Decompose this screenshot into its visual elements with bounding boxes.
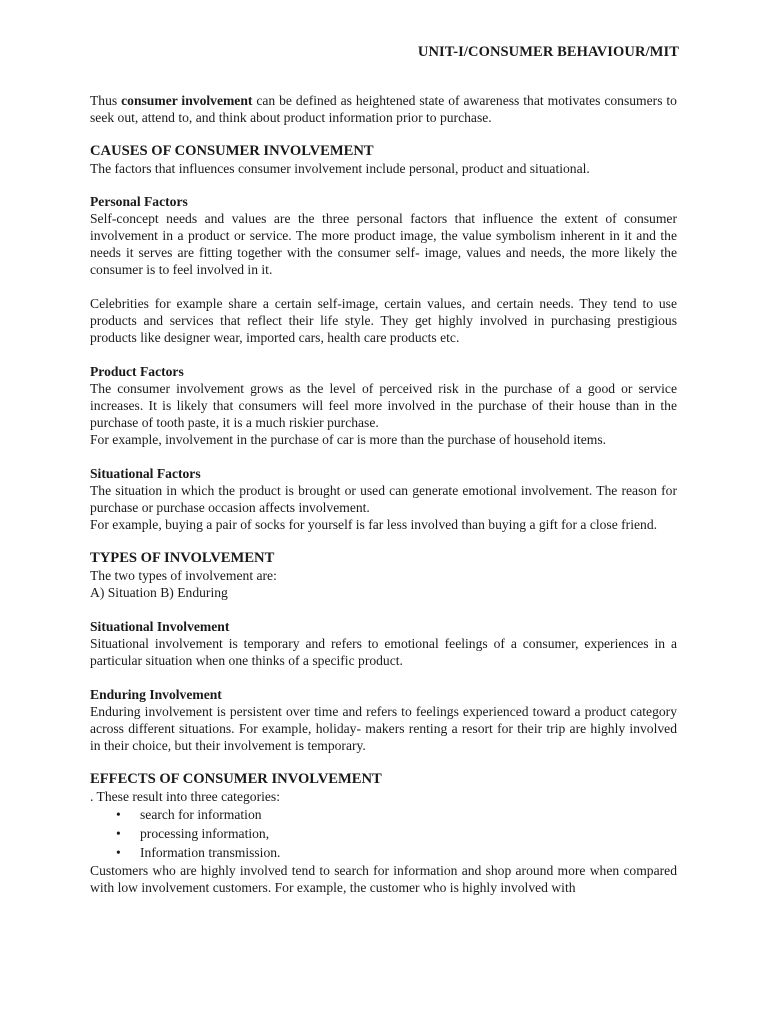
causes-text: The factors that influences consumer involvement include personal, product and situational. [90, 161, 590, 176]
types-line2: A) Situation B) Enduring [90, 585, 228, 600]
list-item: • Information transmission. [140, 843, 677, 862]
situational-factors-p1: The situation in which the product is brought or used can generate emotional involvement. The reason for purchase or purchase occasion affects involvement. [90, 483, 677, 515]
personal-factors-p2: Celebrities for example share a certain self-image, certain values, and certain needs. They tend to use products and services that reflect their life style. They get highly involved in purchasing prestigious products like designer wear, imported cars, health care products etc. [90, 296, 677, 345]
enduring-involvement-heading: Enduring Involvement [90, 687, 222, 702]
page-header: UNIT-I/CONSUMER BEHAVIOUR/MIT [417, 44, 679, 60]
enduring-involvement-text: Enduring involvement is persistent over time and refers to feelings experienced toward a product category across different situations. For example, holiday- makers renting a resort for their trip are highly involved in their choice, but their involvement is temporary. [90, 704, 677, 753]
effects-text: Customers who are highly involved tend to search for information and shop around more when compared with low involvement customers. For example, the customer who is highly involved with [90, 863, 677, 895]
list-item: • processing information, [140, 824, 677, 843]
product-factors-heading: Product Factors [90, 364, 184, 379]
effects-list [90, 805, 677, 862]
product-factors-p2: For example, involvement in the purchase of car is more than the purchase of household items. [90, 432, 607, 447]
types-line1: The two types of involvement are: [90, 568, 277, 583]
intro-post: can be defined as heightened state of awareness that motivates consumers to seek out, attend to, and think about product information prior to purchase. [90, 93, 677, 125]
effects-intro: . These result into three categories: [90, 789, 280, 804]
document-body [90, 92, 677, 896]
situational-involvement-heading: Situational Involvement [90, 619, 230, 634]
personal-factors-p1: Self-concept needs and values are the three personal factors that influence the extent of consumer involvement in a product or service. The more product image, the value symbolism inherent in it and the needs it serves are fitting together with the consumer self- image, values and needs, the more likely the consumer is to feel involved in it. [90, 211, 677, 277]
product-factors-p1: The consumer involvement grows as the level of perceived risk in the purchase of a good or service increases. It is likely that consumers will feel more involved in the purchase of their house than in the purchase of tooth paste, it is a much riskier purchase. [90, 381, 677, 430]
personal-factors-heading: Personal Factors [90, 194, 188, 209]
list-item: • search for information [140, 805, 677, 824]
intro-paragraph [90, 92, 677, 126]
causes-heading: CAUSES OF CONSUMER INVOLVEMENT [90, 143, 374, 159]
types-heading: TYPES OF INVOLVEMENT [90, 550, 275, 566]
effects-heading: EFFECTS OF CONSUMER INVOLVEMENT [90, 771, 382, 787]
situational-involvement-text: Situational involvement is temporary and refers to emotional feelings of a consumer, experiences in a particular situation when one thinks of a specific product. [90, 636, 677, 668]
situational-factors-heading: Situational Factors [90, 466, 201, 481]
situational-factors-p2: For example, buying a pair of socks for yourself is far less involved than buying a gift for a close friend. [90, 517, 658, 532]
intro-bold-term: consumer involvement [121, 93, 253, 108]
intro-pre: Thus [90, 93, 122, 108]
